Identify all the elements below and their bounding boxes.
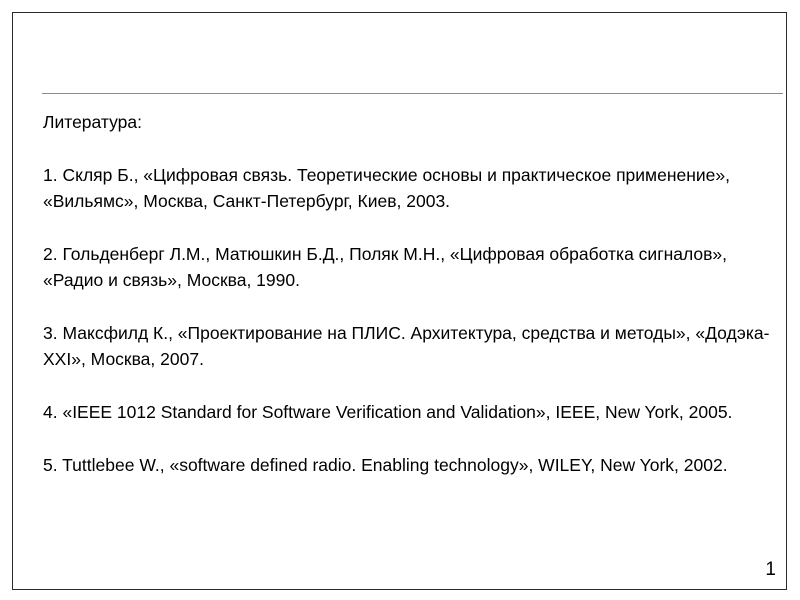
reference-item-1: 1. Скляр Б., «Цифровая связь. Теоретические основы и практическое применение», «Вильямс», Москва, Санкт-Петербург, Киев, 2003. xyxy=(43,165,730,211)
reference-item-3: 3. Максфилд К., «Проектирование на ПЛИС. Архитектура, средства и методы», «Додэка-XXI», Москва, 2007. xyxy=(43,323,770,369)
reference-item-2: 2. Гольденберг Л.М., Матюшкин Б.Д., Поляк М.Н., «Цифровая обработка сигналов», «Радио и связь», Москва, 1990. xyxy=(43,244,728,290)
reference-item-4: 4. «IEEE 1012 Standard for Software Verification and Validation», IEEE, New York, 2005. xyxy=(43,402,733,422)
slide xyxy=(12,12,787,590)
page-number: 1 xyxy=(765,559,776,580)
references-heading: Литература: xyxy=(43,112,142,132)
title-divider xyxy=(42,93,783,94)
reference-item-5: 5. Tuttlebee W., «software defined radio. Enabling technology», WILEY, New York, 2002. xyxy=(43,455,728,475)
references-block xyxy=(43,109,778,478)
